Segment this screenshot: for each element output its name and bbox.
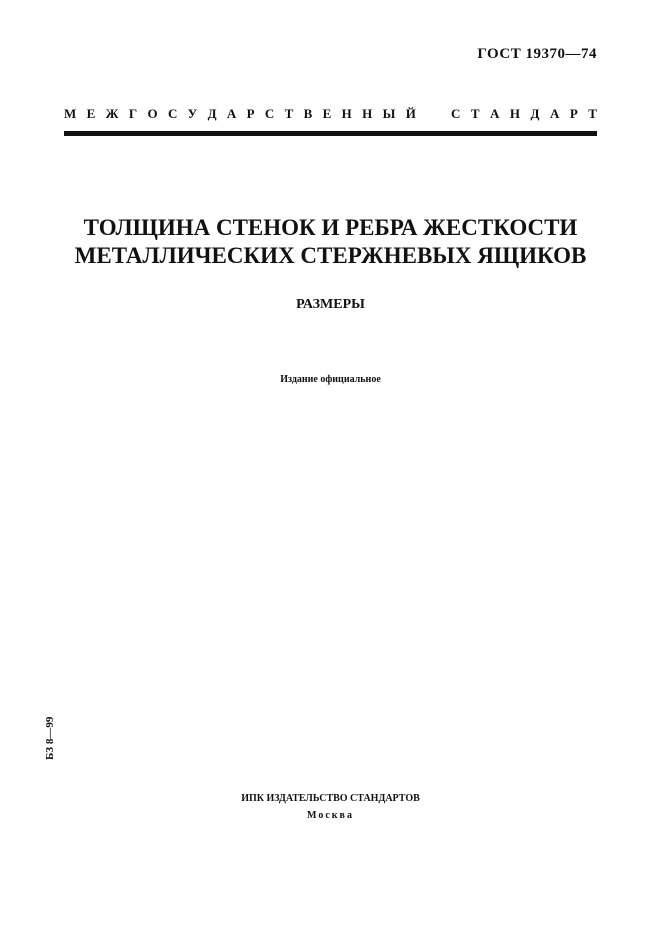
header-letter: Н <box>509 106 521 121</box>
standard-type-word-standard <box>451 106 597 122</box>
title-line-1: ТОЛЩИНА СТЕНОК И РЕБРА ЖЕСТКОСТИ <box>83 215 578 240</box>
publisher-name: ИПК ИЗДАТЕЛЬСТВО СТАНДАРТОВ <box>241 793 420 804</box>
header-letter: Н <box>362 106 373 121</box>
header-letter: Ж <box>105 106 119 121</box>
header-letter: Р <box>569 106 578 121</box>
header-letter: Ы <box>382 106 396 121</box>
standard-type-word-interstate <box>64 106 416 122</box>
header-letter: Д <box>207 106 217 121</box>
header-letter: А <box>226 106 237 121</box>
header-letter: Е <box>86 106 96 121</box>
header-letter: М <box>64 106 77 121</box>
header-letter: А <box>549 106 560 121</box>
header-letter: С <box>451 106 461 121</box>
header-letter: Е <box>322 106 332 121</box>
document-title <box>0 214 661 270</box>
document-code: ГОСТ 19370—74 <box>477 46 597 62</box>
side-registration-code: БЗ 8—99 <box>44 716 56 760</box>
edition-note: Издание официальное <box>280 374 381 385</box>
header-letter: Т <box>588 106 597 121</box>
header-letter: Г <box>128 106 138 121</box>
header-letter: О <box>147 106 158 121</box>
header-letter: Д <box>530 106 540 121</box>
header-letter: Т <box>470 106 480 121</box>
publication-city: Москва <box>307 810 354 821</box>
header-letter: С <box>264 106 275 121</box>
header-divider <box>64 131 597 136</box>
header-letter: В <box>303 106 313 121</box>
header-letter: С <box>167 106 178 121</box>
header-letter: У <box>187 106 198 121</box>
header-letter: Р <box>246 106 255 121</box>
header-letter: Т <box>284 106 294 121</box>
document-subtitle: РАЗМЕРЫ <box>296 297 365 312</box>
header-letter: Н <box>341 106 352 121</box>
header-letter: Й <box>405 106 416 121</box>
header-letter: А <box>490 106 500 121</box>
title-line-2: МЕТАЛЛИЧЕСКИХ СТЕРЖНЕВЫХ ЯЩИКОВ <box>74 243 587 268</box>
standard-type-header <box>64 106 597 122</box>
